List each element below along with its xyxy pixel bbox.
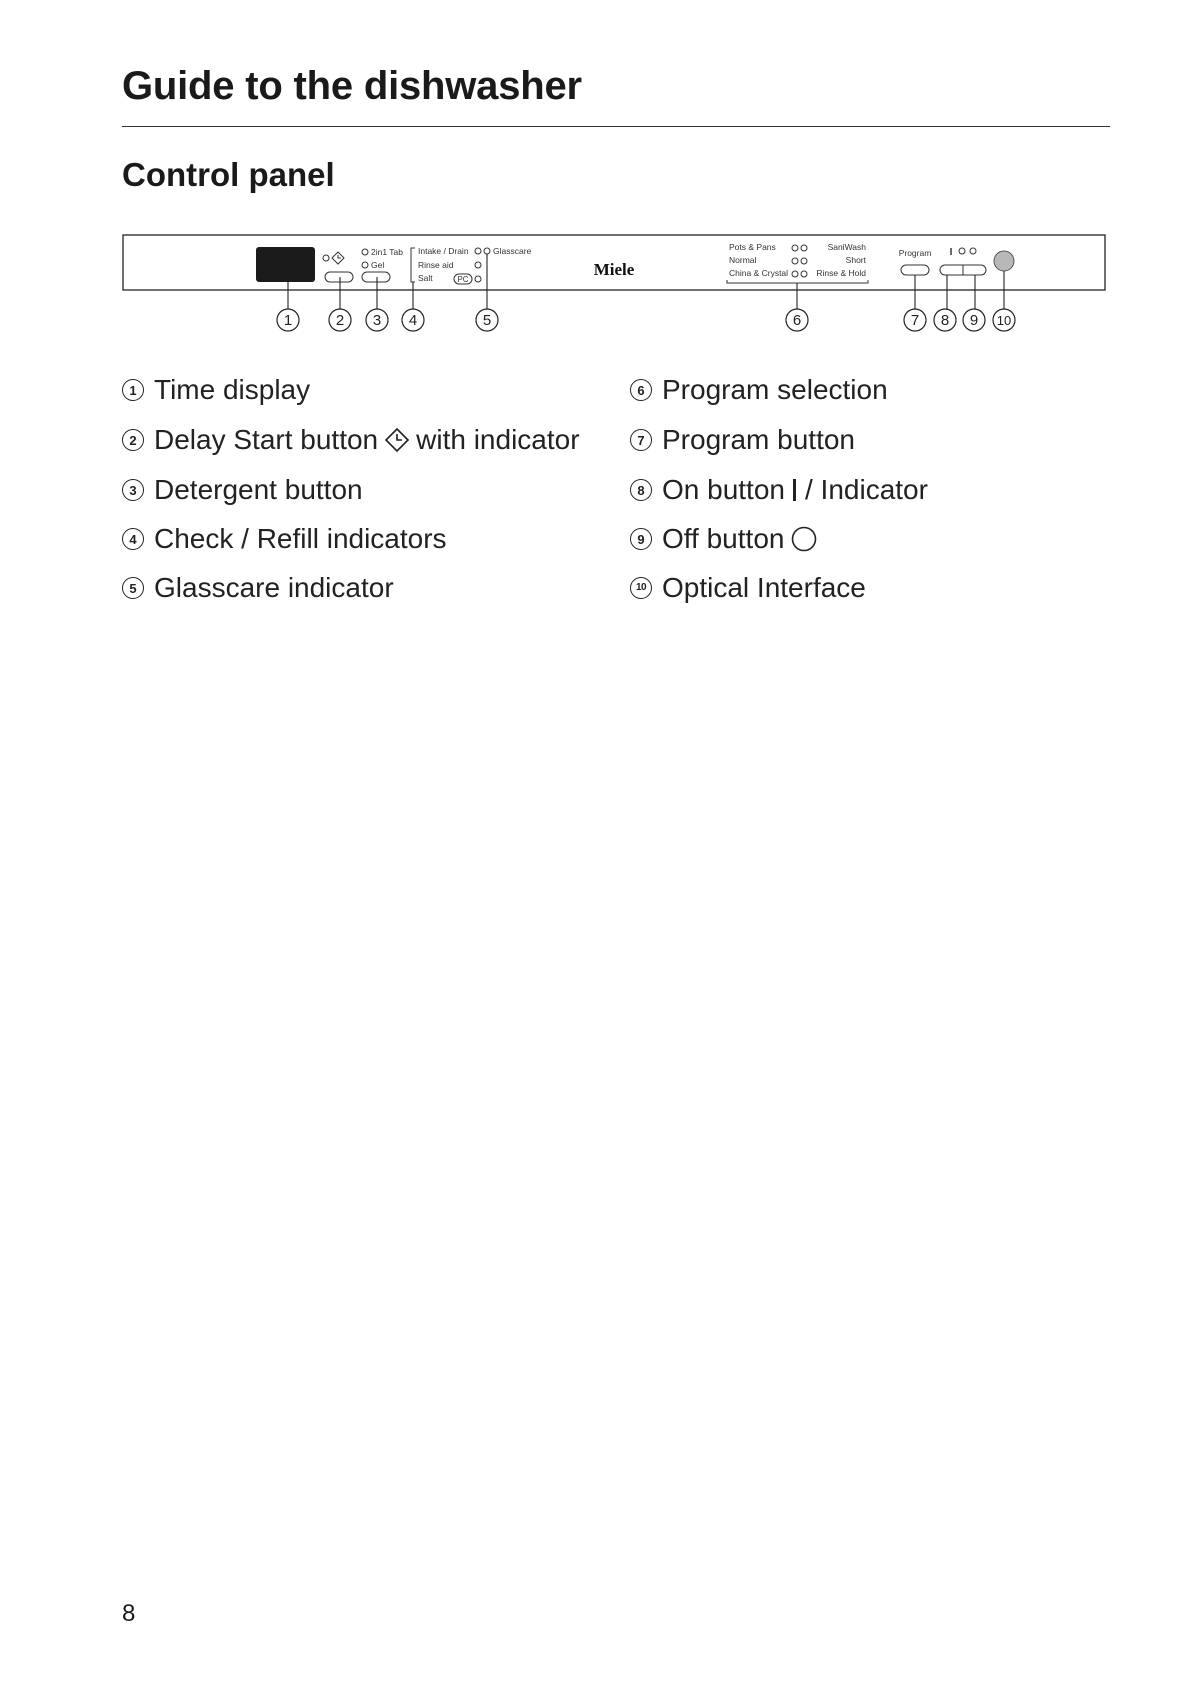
legend-text: Glasscare indicator [154,572,394,603]
title-divider [122,126,1110,127]
time-display [256,247,315,282]
legend-number-badge: 10 [630,577,652,599]
legend-text: Optical Interface [662,572,866,603]
detergent-label-gel: Gel [371,260,385,270]
legend-item [630,424,855,456]
delay-start-icon [384,427,410,453]
legend-number-badge: 2 [122,429,144,451]
callout-10-label: 10 [996,313,1012,328]
section-title: Control panel [122,156,335,193]
legend-number-badge: 8 [630,479,652,501]
callout-3-label: 3 [372,312,382,329]
program-button [901,265,929,275]
program-label-rinse-hold: Rinse & Hold [816,268,866,278]
detergent-label-tab: 2in1 Tab [371,247,403,257]
legend-number-badge: 1 [122,379,144,401]
callout-5-label: 5 [482,312,492,329]
detergent-button [362,272,390,282]
legend-number-badge: 4 [122,528,144,550]
callout-1-label: 1 [283,312,293,329]
page-title: Guide to the dishwasher [122,64,582,108]
check-label-rinse: Rinse aid [418,260,454,270]
legend-item [122,523,447,555]
legend-number-badge: 9 [630,528,652,550]
program-label-pots: Pots & Pans [729,242,776,252]
legend-item [630,474,928,506]
legend-item [122,424,580,456]
delay-start-button [325,272,353,282]
legend-item [630,523,824,555]
on-bar-icon [791,477,799,503]
legend-item [630,572,866,604]
pc-label: PC [457,275,469,284]
check-label-salt: Salt [418,273,433,283]
legend-text: with indicator [416,424,580,455]
legend-text: Time display [154,374,311,405]
legend-item [122,572,394,604]
legend-text: / Indicator [804,474,928,505]
legend-text: Delay Start button [154,424,379,455]
program-label-short: Short [845,255,866,265]
callout-8-label: 8 [940,312,950,329]
program-label-normal: Normal [729,255,757,265]
legend-text: On button [662,474,785,505]
legend-text: Program selection [662,374,888,405]
callout-4-label: 4 [408,312,418,329]
callout-6-label: 6 [792,312,802,329]
callout-7-label: 7 [910,312,920,329]
legend-item [122,474,363,506]
legend-item [122,374,310,406]
page-number: 8 [122,1600,136,1627]
callout-9-label: 9 [969,312,979,329]
program-label-saniwash: SaniWash [827,242,866,252]
glasscare-label: Glasscare [493,246,532,256]
legend-number-badge: 6 [630,379,652,401]
legend-text: Check / Refill indicators [154,523,447,554]
legend-number-badge: 7 [630,429,652,451]
legend-text: Program button [662,424,855,455]
optical-interface [994,251,1014,271]
legend-item [630,374,888,406]
legend-text: Off button [662,523,785,554]
on-symbol: I [949,247,953,258]
legend-text: Detergent button [154,474,363,505]
off-circle-icon [790,525,818,553]
check-label-intake: Intake / Drain [418,246,469,256]
legend-number-badge: 5 [122,577,144,599]
control-panel-diagram [0,225,1191,335]
program-button-label: Program [898,248,932,258]
program-label-china: China & Crystal [729,268,789,278]
legend-number-badge: 3 [122,479,144,501]
callout-2-label: 2 [335,312,345,329]
brand-logo: Miele [593,260,635,279]
